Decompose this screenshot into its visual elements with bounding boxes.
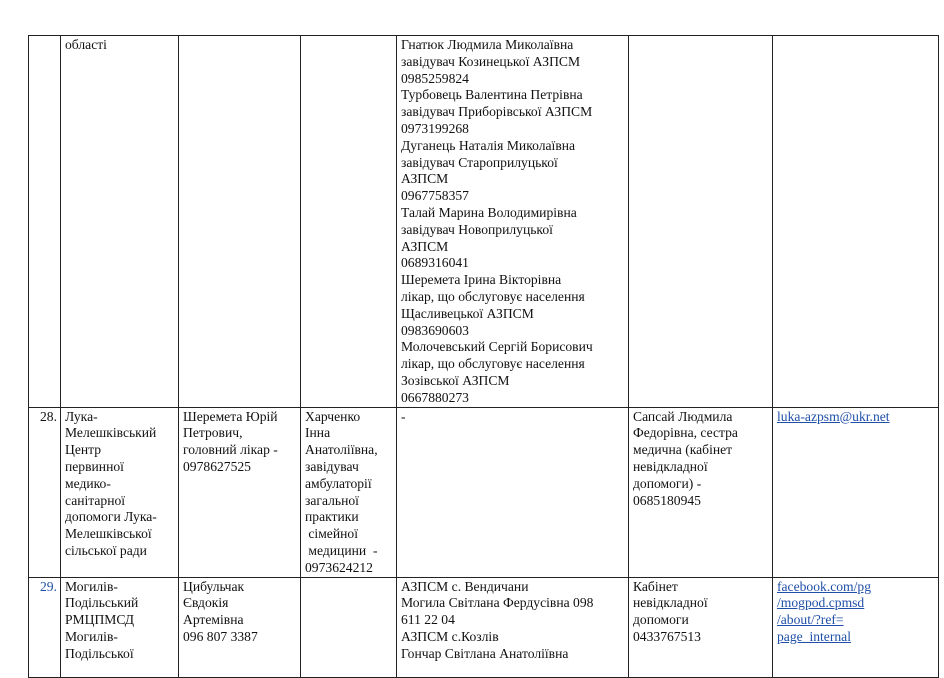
head-name: Євдокія xyxy=(183,595,229,611)
emergency-contact: Федорівна, сестра xyxy=(633,425,738,441)
contact-phone: 0967758357 xyxy=(401,188,469,204)
contact-phone: 611 22 04 xyxy=(401,612,455,628)
contacts-table xyxy=(28,35,939,678)
organization-name: Мелешківський xyxy=(65,425,157,441)
organization-name: Могилів- xyxy=(65,628,118,644)
emergency-cell xyxy=(629,36,773,408)
emergency-contact: допомоги) - xyxy=(633,475,702,491)
emergency-contact: Кабінет xyxy=(633,578,678,594)
deputy-name: Інна xyxy=(305,425,331,441)
contacts-cell xyxy=(397,36,629,408)
link-cell xyxy=(773,577,939,677)
head-cell xyxy=(179,407,301,577)
deputy-position: практики xyxy=(305,509,359,525)
head-phone: 0978627525 xyxy=(183,458,251,474)
contacts-cell xyxy=(397,407,629,577)
emergency-contact: невідкладної xyxy=(633,458,708,474)
emergency-contact: допомоги xyxy=(633,612,689,628)
contact-line: Талай Марина Володимирівна xyxy=(401,204,577,220)
contact-phone: 0985259824 xyxy=(401,70,469,86)
contact-phone: 0983690603 xyxy=(401,322,469,338)
contact-line: Гончар Світлана Анатоліївна xyxy=(401,645,569,661)
emergency-contact: медична (кабінет xyxy=(633,442,733,458)
head-position: головний лікар - xyxy=(183,442,278,458)
emergency-cell xyxy=(629,577,773,677)
contact-line: Турбовець Валентина Петрівна xyxy=(401,87,583,103)
contact-phone: 0973199268 xyxy=(401,120,469,136)
contact-line: Шеремета Ірина Вікторівна xyxy=(401,272,562,288)
contact-phone: 0667880273 xyxy=(401,389,469,405)
emergency-contact: невідкладної xyxy=(633,595,708,611)
contact-line: Зозівської АЗПСМ xyxy=(401,372,510,388)
contact-line: Щасливецької АЗПСМ xyxy=(401,305,534,321)
organization-name: РМЦПМСД xyxy=(65,612,135,628)
head-name: Петрович, xyxy=(183,425,243,441)
deputy-name: Анатоліївна, xyxy=(305,442,378,458)
facebook-link[interactable] xyxy=(777,579,934,646)
organization-name: медико- xyxy=(65,475,111,491)
deputy-phone: 0973624212 xyxy=(305,559,373,575)
emergency-phone: 0433767513 xyxy=(633,628,701,644)
contact-line: лікар, що обслуговує населення xyxy=(401,288,585,304)
emergency-cell xyxy=(629,407,773,577)
emergency-contact: Сапсай Людмила xyxy=(633,408,733,424)
contact-line: Дуганець Наталія Миколаївна xyxy=(401,137,576,153)
contact-line: АЗПСМ с. Вендичани xyxy=(401,578,529,594)
head-cell xyxy=(179,36,301,408)
deputy-position: загальної xyxy=(305,492,359,508)
contact-line: АЗПСМ xyxy=(401,171,449,187)
link-text: /about/?ref= xyxy=(777,612,844,628)
organization-name: Подільський xyxy=(65,595,139,611)
contact-line: завідувач Новоприлуцької xyxy=(401,221,553,237)
link-text: facebook.com/pg xyxy=(777,578,871,594)
organization-name: сільської ради xyxy=(65,542,147,558)
contact-line: АЗПСМ xyxy=(401,238,449,254)
head-name: Артемівна xyxy=(183,612,244,628)
organization-cell xyxy=(61,36,179,408)
contact-line: АЗПСМ с.Козлів xyxy=(401,628,499,644)
deputy-cell xyxy=(301,407,397,577)
head-name: Цибульчак xyxy=(183,578,245,594)
contact-line: завідувач Козинецької АЗПСМ xyxy=(401,53,581,69)
contact-line: завідувач Приборівської АЗПСМ xyxy=(401,104,593,120)
contact-line: Молочевський Сергій Борисович xyxy=(401,339,593,355)
organization-name: області xyxy=(65,37,107,52)
link-cell xyxy=(773,36,939,408)
table-row xyxy=(29,36,939,408)
contact-line: Могила Світлана Фердусівна 098 xyxy=(401,595,594,611)
organization-name: Центр xyxy=(65,442,102,458)
table-row xyxy=(29,407,939,577)
deputy-position: медицини - xyxy=(305,542,378,558)
contact-line: лікар, що обслуговує населення xyxy=(401,356,585,372)
deputy-position: завідувач xyxy=(305,458,359,474)
emergency-phone: 0685180945 xyxy=(633,492,701,508)
head-cell xyxy=(179,577,301,677)
organization-name: допомоги Лука- xyxy=(65,509,157,525)
deputy-cell xyxy=(301,577,397,677)
link-cell xyxy=(773,407,939,577)
contact-phone: 0689316041 xyxy=(401,255,469,271)
organization-cell xyxy=(61,577,179,677)
deputy-cell xyxy=(301,36,397,408)
contacts-cell xyxy=(397,577,629,677)
organization-name: Подільської xyxy=(65,645,134,661)
deputy-position: амбулаторії xyxy=(305,475,372,491)
contact-line: Гнатюк Людмила Миколаївна xyxy=(401,37,574,52)
organization-name: первинної xyxy=(65,458,124,474)
email-link[interactable]: luka-azpsm@ukr.net xyxy=(777,408,890,424)
contact-line: - xyxy=(401,408,406,424)
head-name: Шеремета Юрій xyxy=(183,408,278,424)
organization-name: Могилів- xyxy=(65,578,118,594)
deputy-position: сімейної xyxy=(305,526,358,542)
row-number xyxy=(29,36,61,408)
row-number: 29. xyxy=(29,577,61,677)
organization-name: Мелешківської xyxy=(65,526,152,542)
organization-cell xyxy=(61,407,179,577)
contact-line: завідувач Староприлуцької xyxy=(401,154,558,170)
head-phone: 096 807 3387 xyxy=(183,628,258,644)
link-text: /mogpod.cpmsd xyxy=(777,595,865,611)
deputy-name: Харченко xyxy=(305,408,361,424)
organization-name: санітарної xyxy=(65,492,126,508)
organization-name: Лука- xyxy=(65,408,98,424)
link-text: page_internal xyxy=(777,628,851,644)
row-number: 28. xyxy=(29,407,61,577)
table-row xyxy=(29,577,939,677)
